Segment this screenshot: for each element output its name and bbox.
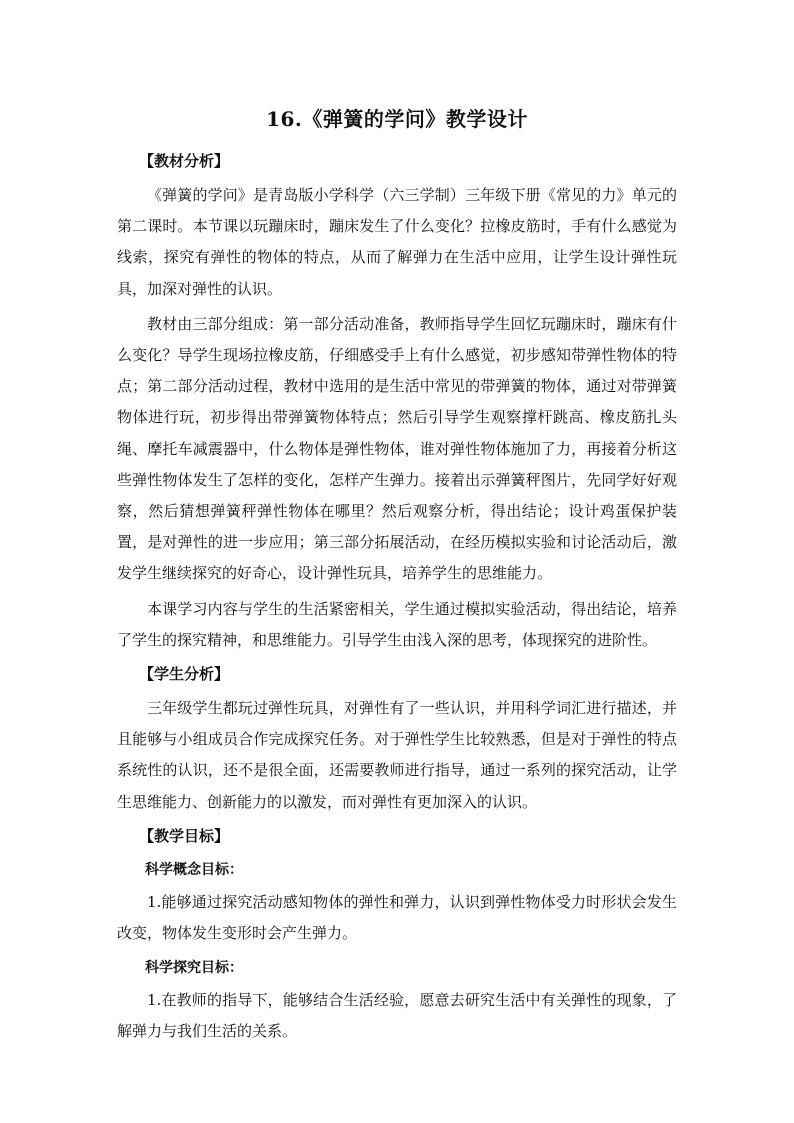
document-body xyxy=(117,105,677,1052)
subsection-science-concept xyxy=(117,855,677,949)
section-heading: 【学生分析】 xyxy=(139,665,230,684)
section-student-analysis xyxy=(117,660,677,818)
subsection-science-inquiry xyxy=(117,953,677,1047)
paragraph: 1.能够通过探究活动感知物体的弹性和弹力，认识到弹性物体受力时形状会发生改变，物体发生变形时会产生弹力。 xyxy=(117,892,677,943)
paragraph: 本课学习内容与学生的生活紧密相关，学生通过模拟实验活动，得出结论，培养了学生的探究精神，和思维能力。引导学生由浅入深的思考，体现探究的进阶性。 xyxy=(117,599,677,649)
paragraph: 1.在教师的指导下，能够结合生活经验，愿意去研究生活中有关弹性的现象，了解弹力与我们生活的关系。 xyxy=(117,991,677,1041)
section-heading: 【教学目标】 xyxy=(139,826,230,845)
subsection-heading: 科学概念目标： xyxy=(145,861,243,878)
subsection-heading: 科学探究目标： xyxy=(145,960,243,977)
document-title: 16.《弹簧的学问》教学设计 xyxy=(266,107,528,131)
section-teaching-goals xyxy=(117,822,677,1048)
paragraph: 教材由三部分组成：第一部分活动准备，教师指导学生回忆玩蹦床时，蹦床有什么变化？导学生现场拉橡皮筋，仔细感受手上有什么感觉，初步感知带弹性物体的特点；第二部分活动过程，教材中选用的是生活中常见的带弹簧的物体，通过对带弹簧物体进行玩，初步得出带弹簧物体特点；然后引导学生观察撑杆跳高、橡皮筋扎头绳、摩托车减震器中，什么物体是弹性物体，谁对弹性物体施加了力，再接着分析这些弹性物体发生了怎样的变化，怎样产生弹力。接着出示弹簧秤图片，先同学好好观察，然后猜想弹簧秤弹性物体在哪里？然后观察分析，得出结论；设计鸡蛋保护装置，是对弹性的进一步应用；第三部分拓展活动，在经历模拟实验和讨论活动后，激发学生继续探究的好奇心，设计弹性玩具，培养学生的思维能力。 xyxy=(117,314,677,583)
paragraph: 三年级学生都玩过弹性玩具，对弹性有了一些认识，并用科学词汇进行描述，并且能够与小组成员合作完成探究任务。对于弹性学生比较熟悉，但是对于弹性的特点系统性的认识，还不是很全面，还需要教师进行指导，通过一系列的探究活动，让学生思维能力、创新能力的以激发，而对弹性有更加深入的认识。 xyxy=(117,699,677,811)
section-heading: 【教材分析】 xyxy=(139,152,230,170)
section-textbook-analysis xyxy=(117,147,677,656)
paragraph: 《弹簧的学问》是青岛版小学科学（六三学制）三年级下册《常见的力》单元的第二课时。本节课以玩蹦床时，蹦床发生了什么变化？拉橡皮筋时，手有什么感觉为线索，探究有弹性的物体的特点，从而了解弹力在生活中应用，让学生设计弹性玩具，加深对弹性的认识。 xyxy=(117,186,677,298)
